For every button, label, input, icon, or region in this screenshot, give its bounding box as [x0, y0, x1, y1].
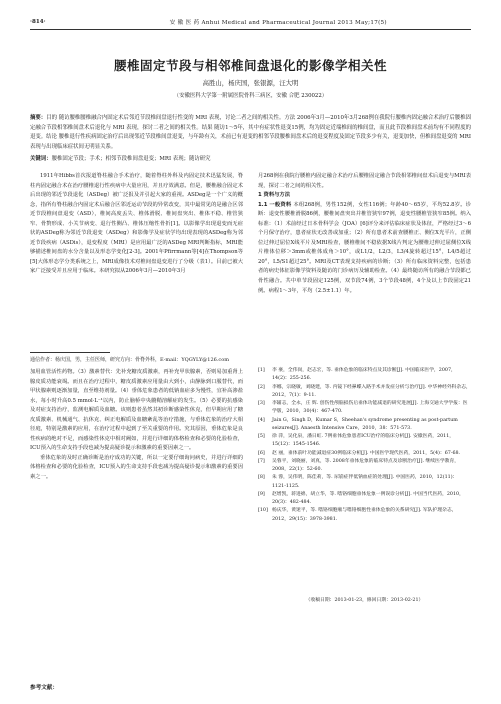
reference-item: [3] 李辅志，全永，庄 辉. 创伤性颅脑损伤后垂体功能减退的研究进展[J]. 上海交通大学学报：医学版，2010，30(4)：467-470. — [258, 401, 468, 415]
article-title: 腰椎固定节段与相邻椎间盘退化的影像学相关性 — [113, 58, 387, 73]
abstract — [30, 114, 471, 152]
keywords-text: 腰椎固定节段；手术；相邻节段椎间盘退变；MRI 表现；随访研究 — [51, 156, 211, 162]
reference-list — [258, 367, 471, 524]
body-paragraph: 垂体危象的及时正确诊断是治疗成功的关键，所以一定要仔细询问病史，并进行详细的体格检查和必要的化验检查，ICU预入的生命支持手段也减为提高疑诊提示和激素的重要因素之一。 — [30, 454, 243, 481]
authors: 高胜山，杨庆国，张银源，汪大明 — [202, 79, 299, 87]
reference-item: [1] 李 豪，全伟岗，赵志宏，等. 垂体危象的临床特点及其诊断[J]. 中国临床医学，2007，14(2)：255-256. — [258, 368, 456, 382]
body-right-column — [258, 172, 471, 362]
reference-item: [9] 赵增凯，蒋进绵，胡立华，等. 嗜铬细胞垂体危象一例误诊分析[J]. 中国当代医药，2010，20(3)：482-484. — [258, 491, 464, 505]
body-paragraph: 本组268例，男性152例，女性116例；年龄40～65岁，平均52.8岁。诊断：退变性腰椎滑脱86例，腰椎间盘突出并椎管狭窄97例，退变性腰椎管狭窄85例。纳入标准：（1）术前经过日本骨科学会（JOA）[6]评分来评估临床症状及体征，严格经过3～6个月保守治疗，患者症状无改善或加重；（2）所有患者术前查腰椎正、侧位X光平片，正侧位过伸过屈位X线平片及MRI检查，腰椎椎间不稳依据X线片判定为腰椎过伸过屈侧位X线片椎体位移＞3mm或椎体成角＞10°，或L1/2，L2/3，L3/4旋转超过15°，L4/5超过20°，L5/S1超过25°。MRI及CT表现支持疾病的诊断；（3）所有临床资料完整，包括患者的病史体征影像学资料及随访的门诊病历及辅助检查。（4）最终随访所有的融合节段都已骨性融合。共中单节段固定125例，双节段74例，3个节段48例，4个及以上节段固定21例。病程1～3年，平均（2.5±1.1）年。 — [258, 201, 471, 294]
body-paragraph: 月268例在我院行腰椎内固定融合术治疗后腰椎固定融合节段相邻椎间盘术后退变与MRI表现，探讨二者之间的相关性。 — [258, 173, 471, 189]
reference-item: [5] 徐 萍，吴化泉，潘日虹. 7例垂体危象患者ICU治疗的临床分析[J]. 安徽医药，2011，15(12)：1545-1546. — [258, 434, 455, 448]
reference-item: [8] 朱 蓉，吴伟明，陈佳莉，等. 尿崩症伴低钠血症的处理[J]. 中国医药，2010，12(11)：1121-1125. — [258, 475, 458, 489]
received-date: （收稿日期：2013-01-23，修回日期：2013-02-21） — [305, 598, 424, 603]
abstract-text: 目的 随访腰椎腰椎融合内固定术后邻近节段椎间盘退行性变的 MRI 表现，讨论二者之间的相关性。方法 2006年3月—2010年3月268例在我院行腰椎内固定融合术治疗后腰椎固定融合节段相邻椎间盘术后退化与 MRI 表现，探讨二者之间的相关性。结果 随访1～5年，其中有症状性退变15例，均为固定近端椎间的椎间盘，而且此节段椎间盘术前均有不同程度的退变。结论 腰椎退行性疾病固定治疗后出现邻近节段椎间盘退变，与年龄有关，术前已有退变的相邻节段腰椎间盘术后的退变程度及固定节段多少有关，退变加快，但椎间盘退变的 MRI 表现与出现临床症状间无明显关系。 — [30, 115, 471, 150]
journal-name: 安 徽 医 药 Anhui Medical and Pharmaceutical Journal 2013 May;17(5) — [169, 20, 387, 26]
reference-item: [4] Jain G，Singh D，Kumar S，Sheehan's syndrome presenting as post-partum seizures[J]. Anaesth Intensive Care，2010，38：571-573. — [258, 417, 458, 431]
abstract-label: 摘要： — [30, 115, 47, 121]
running-header — [30, 18, 471, 26]
reference-item: [10] 杨庆华，黄迷平，等. 嗜铬细胞瘤与嗜铬细胞性垂体危象的关系研究[J]. 军队护理杂志，2012，29(15)：3978-3981. — [258, 508, 457, 522]
subsection-heading: 1.1 一般资料 — [258, 201, 292, 208]
reference-item: [6] 赵 丽，垂体前叶功能减退症30例临床分析[J]. 中国医学现代医药，2011，5(4)：67-68. — [258, 450, 461, 456]
reference-item: [2] 李娜，宗晓敏，刘晓建，等. 内镜下经鼻蝶入路手术并发症分析与治疗[J]. 中华神经外科杂志，2012，7(1)：9-11. — [258, 384, 471, 398]
body-paragraph: 加用血管活性药物。（3）激素替代：先补充糖皮质激素，再补充甲状腺素，否则易加重肾上腺皮质功能衰竭。而且在治疗过程中，糖皮质激素应用量由大到小，由静脉到口服替代，而甲状腺素则逐渐加量，直至维持剂量。（4）垂体危象患者的低钠血症多为慢性，宜补高渗盐水，每小时升高0.5 mmol·L⁻¹以内，防止脑桥中央髓鞘溶解症的发生。（5）必要的抗感染及对症支持治疗，监测电解质及血糖。该则患者虽然其初诊断感染性休克，但早期应用了糖皮质激素、机械通气、抗休克、纠正电解质及血糖紊乱等治疗措施，与垂体危象的治疗大相径庭，特别是激素的应用，在治疗过程中起到了至关重要的作用。究其原因，垂体危象是良性疾病的绝对不足，而感染性休克中相对阙如，并进行详细的体格检查和必要的化验检查，ICU预入的生命支持手段也减为提高疑诊提示和激素的重要因素之一。 — [30, 369, 243, 452]
header-rule — [30, 29, 471, 30]
references-heading: 参考文献： — [30, 685, 58, 691]
footnote: 通信作者：杨庆国，男，主任医师，研究方向：骨脊外科，E-mail：YQGYLY@126.com — [30, 357, 229, 363]
section-heading: 1 资料与方法 — [258, 192, 291, 199]
page-number: ·814· — [30, 19, 46, 25]
body-paragraph: 1911年Hibbs首次报道脊柱融合手术治疗，随着脊柱外科及内固定技术迅猛发展，脊柱内固定融合术在治疗腰椎退行性疾病中大量应用，并且疗效满意。但是，腰椎融合固定术后出现的邻近节段退化（ASDeg）被广泛报及并引起大家的重视。ASDeg是一个广义的概念，指所有脊柱融合内固定术后融合区邻近运动节段的异常改变，其中最常见的是融合区邻近节段椎间盘退变（ASD），椎间高度丢失、椎体滑脱、椎间盘突出、椎体不稳、椎管狭窄、骨赘形成、小关节病变、退行性侧凸、椎体压缩性骨折[1]。以影像学出现退变而无症状的ASDeg称为邻近节段退变（ASDeg）和影像学及症状学均出现表现的ASDeg称为邻近节段疾病（ASDis），退变程度（MRI）是应用最广泛的ASDeg MRI判断指标，MRI能够描述椎间盘的水分含量以及形态学变化[2-3]。2001年Pfirrmann等[4]在Thompson等[5]大体形态学分类系统之上，MRI成像技术对椎间盘退变进行了分级（表1）。目前已被大家广泛接受并且应用于临床。本研究拟从2006年3月—2010年3月 — [30, 173, 243, 275]
reference-item: [7] 吴蓉平，刘晓丽，刘真，等. 2008年垂体危象的临床特点及诊断治疗[J]. 继续医学教育，2008，22(1)：52-60. — [258, 458, 460, 472]
keywords — [30, 154, 471, 162]
body-left-lower — [30, 368, 243, 678]
footnote-rule — [30, 352, 110, 353]
keywords-label: 关键词： — [30, 156, 52, 162]
affiliation: （安徽医科大学第一附属医院骨科三病区，安徽 合肥 230022） — [173, 93, 328, 99]
body-left-column — [30, 172, 243, 348]
